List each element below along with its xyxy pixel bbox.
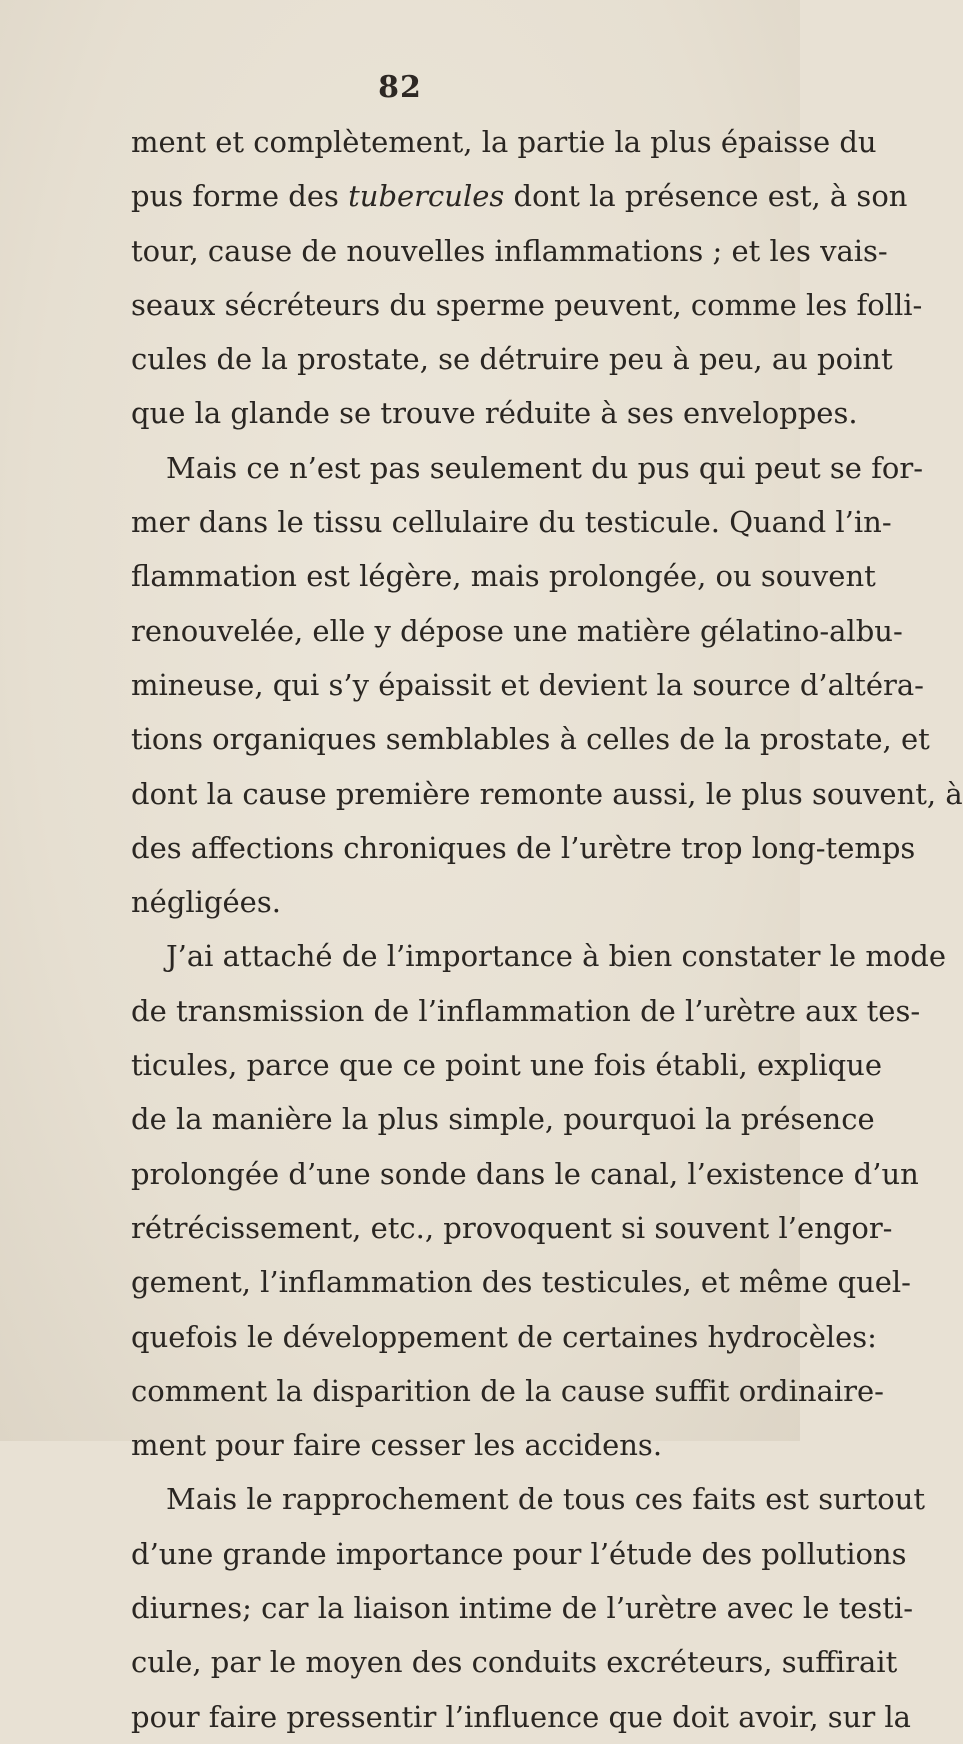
text-line: pus forme des tubercules dont la présence est, à son [131,179,908,214]
text-line: ment pour faire cesser les accidens. [131,1428,663,1463]
text-line: seaux sécréteurs du sperme peuvent, comme les folli- [131,287,923,322]
text-line: d’une grande importance pour l’étude des pollutions [131,1536,907,1571]
text-line: quefois le développement de certaines hydrocèles: [131,1319,877,1354]
text-line: Mais ce n’est pas seulement du pus qui peut se for- [166,450,924,485]
text-line: de transmission de l’inflammation de l’urètre aux tes- [131,993,921,1028]
text-line: négligées. [131,885,281,920]
text-line: renouvelée, elle y dépose une matière gélatino-albu- [131,613,903,648]
text-line: tour, cause de nouvelles inflammations ; et les vais- [131,233,888,268]
text-line: tions organiques semblables à celles de la prostate, et [131,722,930,757]
text-line: mer dans le tissu cellulaire du testicule. Quand l’in- [131,505,892,540]
text-line: flammation est légère, mais prolongée, ou souvent [131,559,876,594]
text-line: ticules, parce que ce point une fois établi, explique [131,1048,883,1083]
text-line: gement, l’inflammation des testicules, et même quel- [131,1265,911,1300]
text-line: diurnes; car la liaison intime de l’urètre avec le testi- [131,1591,914,1626]
text-line: comment la disparition de la cause suffit ordinaire- [131,1373,884,1408]
text-line: de la manière la plus simple, pourquoi la présence [131,1102,875,1137]
text-line: cules de la prostate, se détruire peu à peu, au point [131,342,893,377]
text-line: des affections chroniques de l’urètre trop long-temps [131,830,916,865]
text-line: Mais le rapprochement de tous ces faits est surtout [166,1482,926,1517]
page-number: 82 [378,70,422,105]
text-line: mineuse, qui s’y épaissit et devient la source d’altéra- [131,667,924,702]
text-line: dont la cause première remonte aussi, le plus souvent, à [131,776,963,811]
text-line: prolongée d’une sonde dans le canal, l’existence d’un [131,1156,919,1191]
text-line: que la glande se trouve réduite à ses enveloppes. [131,396,858,431]
text-line: cule, par le moyen des conduits excréteurs, suffirait [131,1645,898,1680]
text-line: ment et complètement, la partie la plus épaisse du [131,125,877,159]
body-text [131,115,963,1744]
text-line: pour faire pressentir l’influence que doit avoir, sur la [131,1699,911,1734]
text-line: J’ai attaché de l’importance à bien constater le mode [166,939,946,974]
text-line: rétrécissement, etc., provoquent si souvent l’engor- [131,1210,893,1245]
